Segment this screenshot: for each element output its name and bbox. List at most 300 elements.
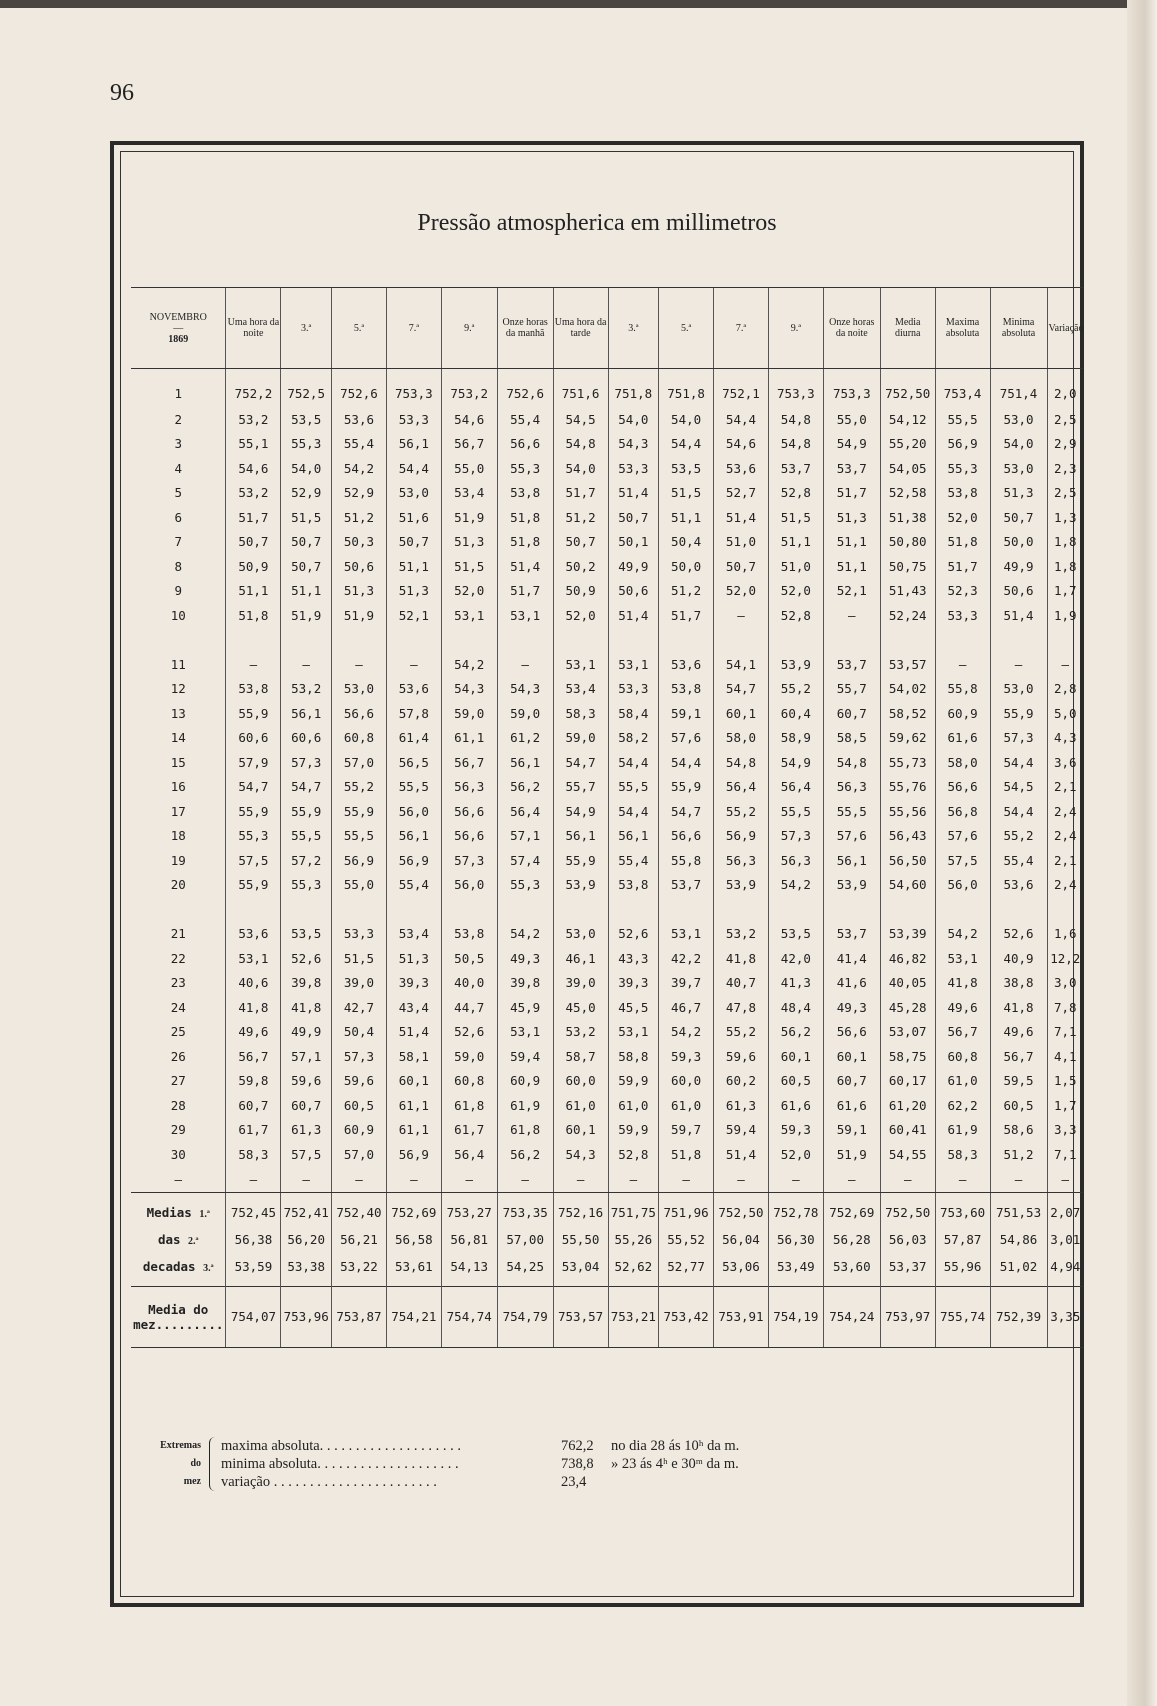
month-mean-label-cell [131, 1286, 226, 1347]
value-cell: 60,17 [880, 1069, 935, 1094]
value-cell: 61,8 [497, 1118, 553, 1143]
header-month [131, 288, 226, 369]
value-cell: 51,1 [386, 554, 441, 579]
table-row [131, 848, 1083, 873]
value-cell: 53,0 [990, 456, 1047, 481]
value-cell: 56,4 [441, 1142, 497, 1167]
table-row [131, 481, 1083, 506]
value-cell: 50,7 [990, 505, 1047, 530]
value-cell: 46,7 [659, 995, 714, 1020]
value-cell: 53,38 [281, 1253, 332, 1287]
value-cell: 47,8 [714, 995, 769, 1020]
value-cell: 52,9 [332, 481, 387, 506]
binding-edge [1127, 0, 1157, 1706]
value-cell: — [1047, 652, 1083, 677]
dash-separator-row [131, 1167, 1083, 1193]
spacer-cell [608, 897, 659, 922]
value-cell: 53,5 [281, 922, 332, 947]
value-cell: 56,3 [768, 848, 823, 873]
value-cell: 56,2 [768, 1020, 823, 1045]
value-cell: 57,2 [281, 848, 332, 873]
value-cell: 53,7 [768, 456, 823, 481]
value-cell: 58,9 [768, 726, 823, 751]
value-cell: 55,3 [497, 873, 553, 898]
day-cell: 14 [170, 730, 186, 746]
value-cell: 52,0 [714, 579, 769, 604]
value-cell: 54,0 [608, 407, 659, 432]
dash-cell: — [990, 1167, 1047, 1193]
column-header: 9.ª [768, 288, 823, 369]
value-cell: 62,2 [935, 1093, 990, 1118]
value-cell: 54,4 [386, 456, 441, 481]
spacer-cell [131, 897, 226, 922]
value-cell: 1,6 [1047, 922, 1083, 947]
value-cell: 54,05 [880, 456, 935, 481]
top-edge-strip [0, 0, 1157, 8]
value-cell: 754,79 [497, 1286, 553, 1347]
spacer-cell [935, 897, 990, 922]
value-cell: 54,0 [553, 456, 608, 481]
value-cell: 52,8 [768, 603, 823, 628]
value-cell: 752,50 [714, 1192, 769, 1226]
value-cell: 55,9 [990, 701, 1047, 726]
table-row [131, 922, 1083, 947]
value-cell: 46,1 [553, 946, 608, 971]
value-cell: — [823, 603, 880, 628]
value-cell: 51,8 [659, 1142, 714, 1167]
value-cell: 57,5 [935, 848, 990, 873]
value-cell: 58,8 [608, 1044, 659, 1069]
value-cell: 751,4 [990, 369, 1047, 408]
value-cell: 52,6 [441, 1020, 497, 1045]
value-cell: 53,2 [281, 677, 332, 702]
value-cell: 53,3 [608, 456, 659, 481]
day-cell: 1 [174, 385, 182, 401]
value-cell: 51,5 [281, 505, 332, 530]
month-mean-row [131, 1286, 1083, 1347]
spacer-cell [714, 628, 769, 653]
day-cell: 4 [174, 460, 182, 476]
value-cell: 55,9 [332, 799, 387, 824]
table-row [131, 1118, 1083, 1143]
value-cell: 40,6 [226, 971, 281, 996]
value-cell: 56,7 [441, 750, 497, 775]
value-cell: 60,1 [714, 701, 769, 726]
value-cell: 54,8 [823, 750, 880, 775]
value-cell: 57,8 [386, 701, 441, 726]
value-cell: 54,4 [608, 799, 659, 824]
value-cell: 49,3 [823, 995, 880, 1020]
value-cell: 52,0 [441, 579, 497, 604]
value-cell: 1,3 [1047, 505, 1083, 530]
value-cell: 59,6 [714, 1044, 769, 1069]
table-row [131, 530, 1083, 555]
value-cell: 60,9 [935, 701, 990, 726]
value-cell: 52,58 [880, 481, 935, 506]
column-header: 3.ª [608, 288, 659, 369]
value-cell: 55,26 [608, 1226, 659, 1253]
value-cell: 54,12 [880, 407, 935, 432]
value-cell: 55,3 [497, 456, 553, 481]
value-cell: 39,3 [608, 971, 659, 996]
value-cell: 51,8 [497, 530, 553, 555]
value-cell: 40,0 [441, 971, 497, 996]
value-cell: 51,3 [823, 505, 880, 530]
day-cell: 16 [170, 779, 186, 795]
value-cell: 60,9 [332, 1118, 387, 1143]
value-cell: 58,7 [553, 1044, 608, 1069]
value-cell: 54,2 [441, 652, 497, 677]
day-cell: 3 [174, 436, 182, 452]
day-cell: 26 [170, 1048, 186, 1064]
spacer-cell [497, 628, 553, 653]
value-cell: 56,04 [714, 1226, 769, 1253]
day-cell: 30 [170, 1146, 186, 1162]
value-cell: 56,4 [768, 775, 823, 800]
extremes-lines [221, 1437, 911, 1491]
value-cell: 56,20 [281, 1226, 332, 1253]
value-cell: 51,7 [935, 554, 990, 579]
value-cell: 752,39 [990, 1286, 1047, 1347]
value-cell: 51,7 [659, 603, 714, 628]
value-cell: 51,4 [386, 1020, 441, 1045]
value-cell: 57,4 [497, 848, 553, 873]
year-label: 1869 [168, 333, 189, 345]
value-cell: 53,8 [497, 481, 553, 506]
value-cell: 61,6 [768, 1093, 823, 1118]
value-cell: 50,4 [332, 1020, 387, 1045]
value-cell: 51,1 [226, 579, 281, 604]
extreme-name: variação . . . . . . . . . . . . . . . . . . . . . . . [221, 1474, 437, 1490]
value-cell: 60,7 [226, 1093, 281, 1118]
value-cell: 61,3 [714, 1093, 769, 1118]
decade-label-cell [131, 1253, 226, 1287]
value-cell: 754,19 [768, 1286, 823, 1347]
spacer-cell [553, 628, 608, 653]
value-cell: 43,3 [608, 946, 659, 971]
value-cell: 51,5 [441, 554, 497, 579]
value-cell: 53,49 [768, 1253, 823, 1287]
extremes-brace [209, 1437, 218, 1491]
value-cell: 53,5 [281, 407, 332, 432]
value-cell: 54,1 [714, 652, 769, 677]
value-cell: 752,41 [281, 1192, 332, 1226]
value-cell: 50,1 [608, 530, 659, 555]
value-cell: 53,57 [880, 652, 935, 677]
table-row [131, 1020, 1083, 1045]
value-cell: 54,8 [768, 407, 823, 432]
value-cell: 50,7 [226, 530, 281, 555]
value-cell: 55,2 [768, 677, 823, 702]
value-cell: 61,0 [608, 1093, 659, 1118]
table-row [131, 677, 1083, 702]
value-cell: 59,7 [659, 1118, 714, 1143]
value-cell: 52,0 [768, 579, 823, 604]
spacer-cell [659, 897, 714, 922]
table-row [131, 456, 1083, 481]
value-cell: — [497, 652, 553, 677]
value-cell: 60,1 [823, 1044, 880, 1069]
value-cell: 752,78 [768, 1192, 823, 1226]
table-row [131, 432, 1083, 457]
value-cell: 56,6 [332, 701, 387, 726]
value-cell: 58,2 [608, 726, 659, 751]
table-row [131, 1093, 1083, 1118]
value-cell: 1,7 [1047, 1093, 1083, 1118]
table-row [131, 775, 1083, 800]
value-cell: 753,4 [935, 369, 990, 408]
value-cell: 2,0 [1047, 369, 1083, 408]
spacer-cell [386, 628, 441, 653]
value-cell: 41,8 [281, 995, 332, 1020]
value-cell: 61,8 [441, 1093, 497, 1118]
value-cell: — [935, 652, 990, 677]
value-cell: 60,1 [386, 1069, 441, 1094]
value-cell: 53,7 [823, 652, 880, 677]
value-cell: 60,6 [226, 726, 281, 751]
table-row [131, 1142, 1083, 1167]
value-cell: 2,4 [1047, 824, 1083, 849]
value-cell: 51,9 [281, 603, 332, 628]
value-cell: 56,1 [608, 824, 659, 849]
value-cell: 53,6 [714, 456, 769, 481]
value-cell: 59,3 [659, 1044, 714, 1069]
value-cell: 52,1 [823, 579, 880, 604]
value-cell: 51,1 [768, 530, 823, 555]
value-cell: 59,6 [332, 1069, 387, 1094]
dash-cell: — [608, 1167, 659, 1193]
value-cell: 52,6 [990, 922, 1047, 947]
value-cell: 41,8 [714, 946, 769, 971]
value-cell: 55,4 [990, 848, 1047, 873]
value-cell: 59,9 [608, 1069, 659, 1094]
value-cell: 55,8 [935, 677, 990, 702]
value-cell: 52,0 [553, 603, 608, 628]
value-cell: 51,3 [990, 481, 1047, 506]
value-cell: 755,74 [935, 1286, 990, 1347]
value-cell: 752,16 [553, 1192, 608, 1226]
value-cell: 751,53 [990, 1192, 1047, 1226]
value-cell: 51,5 [332, 946, 387, 971]
value-cell: 54,7 [659, 799, 714, 824]
value-cell: 60,8 [441, 1069, 497, 1094]
value-cell: 49,9 [990, 554, 1047, 579]
column-header: 3.ª [281, 288, 332, 369]
extreme-line [221, 1455, 911, 1473]
value-cell: 55,50 [553, 1226, 608, 1253]
dash-cell: — [281, 1167, 332, 1193]
value-cell: 752,50 [880, 1192, 935, 1226]
value-cell: 56,03 [880, 1226, 935, 1253]
value-cell: 58,4 [608, 701, 659, 726]
value-cell: 53,3 [332, 922, 387, 947]
value-cell: 53,7 [823, 456, 880, 481]
value-cell: 56,9 [386, 1142, 441, 1167]
value-cell: 57,3 [281, 750, 332, 775]
value-cell: 55,52 [659, 1226, 714, 1253]
day-cell: 15 [170, 754, 186, 770]
spacer-cell [497, 897, 553, 922]
table-body [131, 369, 1083, 1348]
value-cell: 53,8 [935, 481, 990, 506]
value-cell: 41,3 [768, 971, 823, 996]
value-cell: 45,5 [608, 995, 659, 1020]
value-cell: 61,1 [386, 1093, 441, 1118]
table-row [131, 369, 1083, 408]
value-cell: 57,00 [497, 1226, 553, 1253]
spacer-cell [823, 897, 880, 922]
value-cell: 54,2 [659, 1020, 714, 1045]
value-cell: 38,8 [990, 971, 1047, 996]
day-cell: 5 [174, 485, 182, 501]
value-cell: 3,0 [1047, 971, 1083, 996]
value-cell: 58,3 [553, 701, 608, 726]
value-cell: 3,6 [1047, 750, 1083, 775]
value-cell: 752,1 [714, 369, 769, 408]
spacer-cell [768, 628, 823, 653]
table-row [131, 554, 1083, 579]
value-cell: 56,6 [441, 824, 497, 849]
value-cell: 52,6 [281, 946, 332, 971]
column-header: 5.ª [659, 288, 714, 369]
value-cell: 58,0 [935, 750, 990, 775]
column-header: 7.ª [714, 288, 769, 369]
value-cell: 58,3 [226, 1142, 281, 1167]
value-cell: 53,7 [823, 922, 880, 947]
value-cell: 752,2 [226, 369, 281, 408]
value-cell: 753,3 [386, 369, 441, 408]
extremes-label: Extremas do mez [160, 1440, 201, 1487]
value-cell: 56,0 [386, 799, 441, 824]
value-cell: 56,7 [990, 1044, 1047, 1069]
value-cell: 2,07 [1047, 1192, 1083, 1226]
value-cell: 50,0 [990, 530, 1047, 555]
value-cell: 55,56 [880, 799, 935, 824]
value-cell: 60,8 [332, 726, 387, 751]
value-cell: 56,21 [332, 1226, 387, 1253]
value-cell: 751,96 [659, 1192, 714, 1226]
value-cell: 56,1 [553, 824, 608, 849]
value-cell: 45,9 [497, 995, 553, 1020]
value-cell: 55,5 [823, 799, 880, 824]
value-cell: 59,9 [608, 1118, 659, 1143]
value-cell: 52,0 [768, 1142, 823, 1167]
value-cell: 51,7 [226, 505, 281, 530]
value-cell: 50,2 [553, 554, 608, 579]
value-cell: 55,4 [497, 407, 553, 432]
spacer-cell [441, 628, 497, 653]
value-cell: 754,21 [386, 1286, 441, 1347]
value-cell: 53,4 [386, 922, 441, 947]
value-cell: 53,8 [226, 677, 281, 702]
month-mean-label: mez......... [133, 1316, 224, 1332]
value-cell: 52,0 [935, 505, 990, 530]
extreme-line [221, 1437, 911, 1455]
value-cell: 52,77 [659, 1253, 714, 1287]
value-cell: 56,81 [441, 1226, 497, 1253]
value-cell: 53,6 [990, 873, 1047, 898]
value-cell: 51,9 [441, 505, 497, 530]
value-cell: 753,2 [441, 369, 497, 408]
value-cell: 55,2 [714, 799, 769, 824]
month-label: NOVEMBRO [149, 311, 207, 323]
page-number: 96 [110, 80, 134, 106]
spacer-cell [880, 897, 935, 922]
value-cell: 55,5 [332, 824, 387, 849]
column-header: Uma hora da noite [226, 288, 281, 369]
value-cell: 52,6 [608, 922, 659, 947]
value-cell: — [281, 652, 332, 677]
value-cell: 55,0 [823, 407, 880, 432]
decade-label-word: Medias [146, 1204, 192, 1220]
value-cell: 41,4 [823, 946, 880, 971]
value-cell: 54,7 [226, 775, 281, 800]
value-cell: 50,9 [226, 554, 281, 579]
decade-ordinal: 2.ª [188, 1235, 199, 1247]
table-row [131, 946, 1083, 971]
value-cell: 754,24 [823, 1286, 880, 1347]
value-cell: 58,0 [714, 726, 769, 751]
value-cell: 753,27 [441, 1192, 497, 1226]
value-cell: 61,4 [386, 726, 441, 751]
month-dash: — [173, 322, 184, 334]
value-cell: 50,7 [714, 554, 769, 579]
value-cell: 61,0 [553, 1093, 608, 1118]
dash-cell: — [332, 1167, 387, 1193]
value-cell: 7,8 [1047, 995, 1083, 1020]
value-cell: 49,6 [226, 1020, 281, 1045]
value-cell: 54,0 [659, 407, 714, 432]
value-cell: 56,58 [386, 1226, 441, 1253]
value-cell: 46,82 [880, 946, 935, 971]
day-cell: 23 [170, 975, 186, 991]
spacer-row [131, 628, 1083, 653]
value-cell: 53,4 [441, 481, 497, 506]
value-cell: 42,0 [768, 946, 823, 971]
value-cell: 754,74 [441, 1286, 497, 1347]
header-row [131, 288, 1083, 369]
day-cell: 21 [170, 926, 186, 942]
value-cell: 2,5 [1047, 481, 1083, 506]
value-cell: 59,0 [497, 701, 553, 726]
value-cell: 752,69 [823, 1192, 880, 1226]
spacer-cell [823, 628, 880, 653]
value-cell: 54,0 [281, 456, 332, 481]
value-cell: 57,0 [332, 1142, 387, 1167]
column-header: Onze horas da manhã [497, 288, 553, 369]
value-cell: 60,5 [332, 1093, 387, 1118]
value-cell: 49,9 [608, 554, 659, 579]
value-cell: 60,7 [281, 1093, 332, 1118]
value-cell: 53,6 [386, 677, 441, 702]
value-cell: 51,2 [659, 579, 714, 604]
day-cell: 13 [170, 705, 186, 721]
value-cell: 53,39 [880, 922, 935, 947]
value-cell: 53,8 [441, 922, 497, 947]
value-cell: 57,6 [935, 824, 990, 849]
day-cell: 29 [170, 1122, 186, 1138]
value-cell: 50,7 [608, 505, 659, 530]
value-cell: 53,8 [608, 873, 659, 898]
value-cell: 56,30 [768, 1226, 823, 1253]
value-cell: 51,0 [714, 530, 769, 555]
value-cell: 44,7 [441, 995, 497, 1020]
value-cell: 56,50 [880, 848, 935, 873]
value-cell: 55,7 [553, 775, 608, 800]
value-cell: 51,4 [714, 505, 769, 530]
dash-cell: — [441, 1167, 497, 1193]
value-cell: 60,7 [823, 701, 880, 726]
